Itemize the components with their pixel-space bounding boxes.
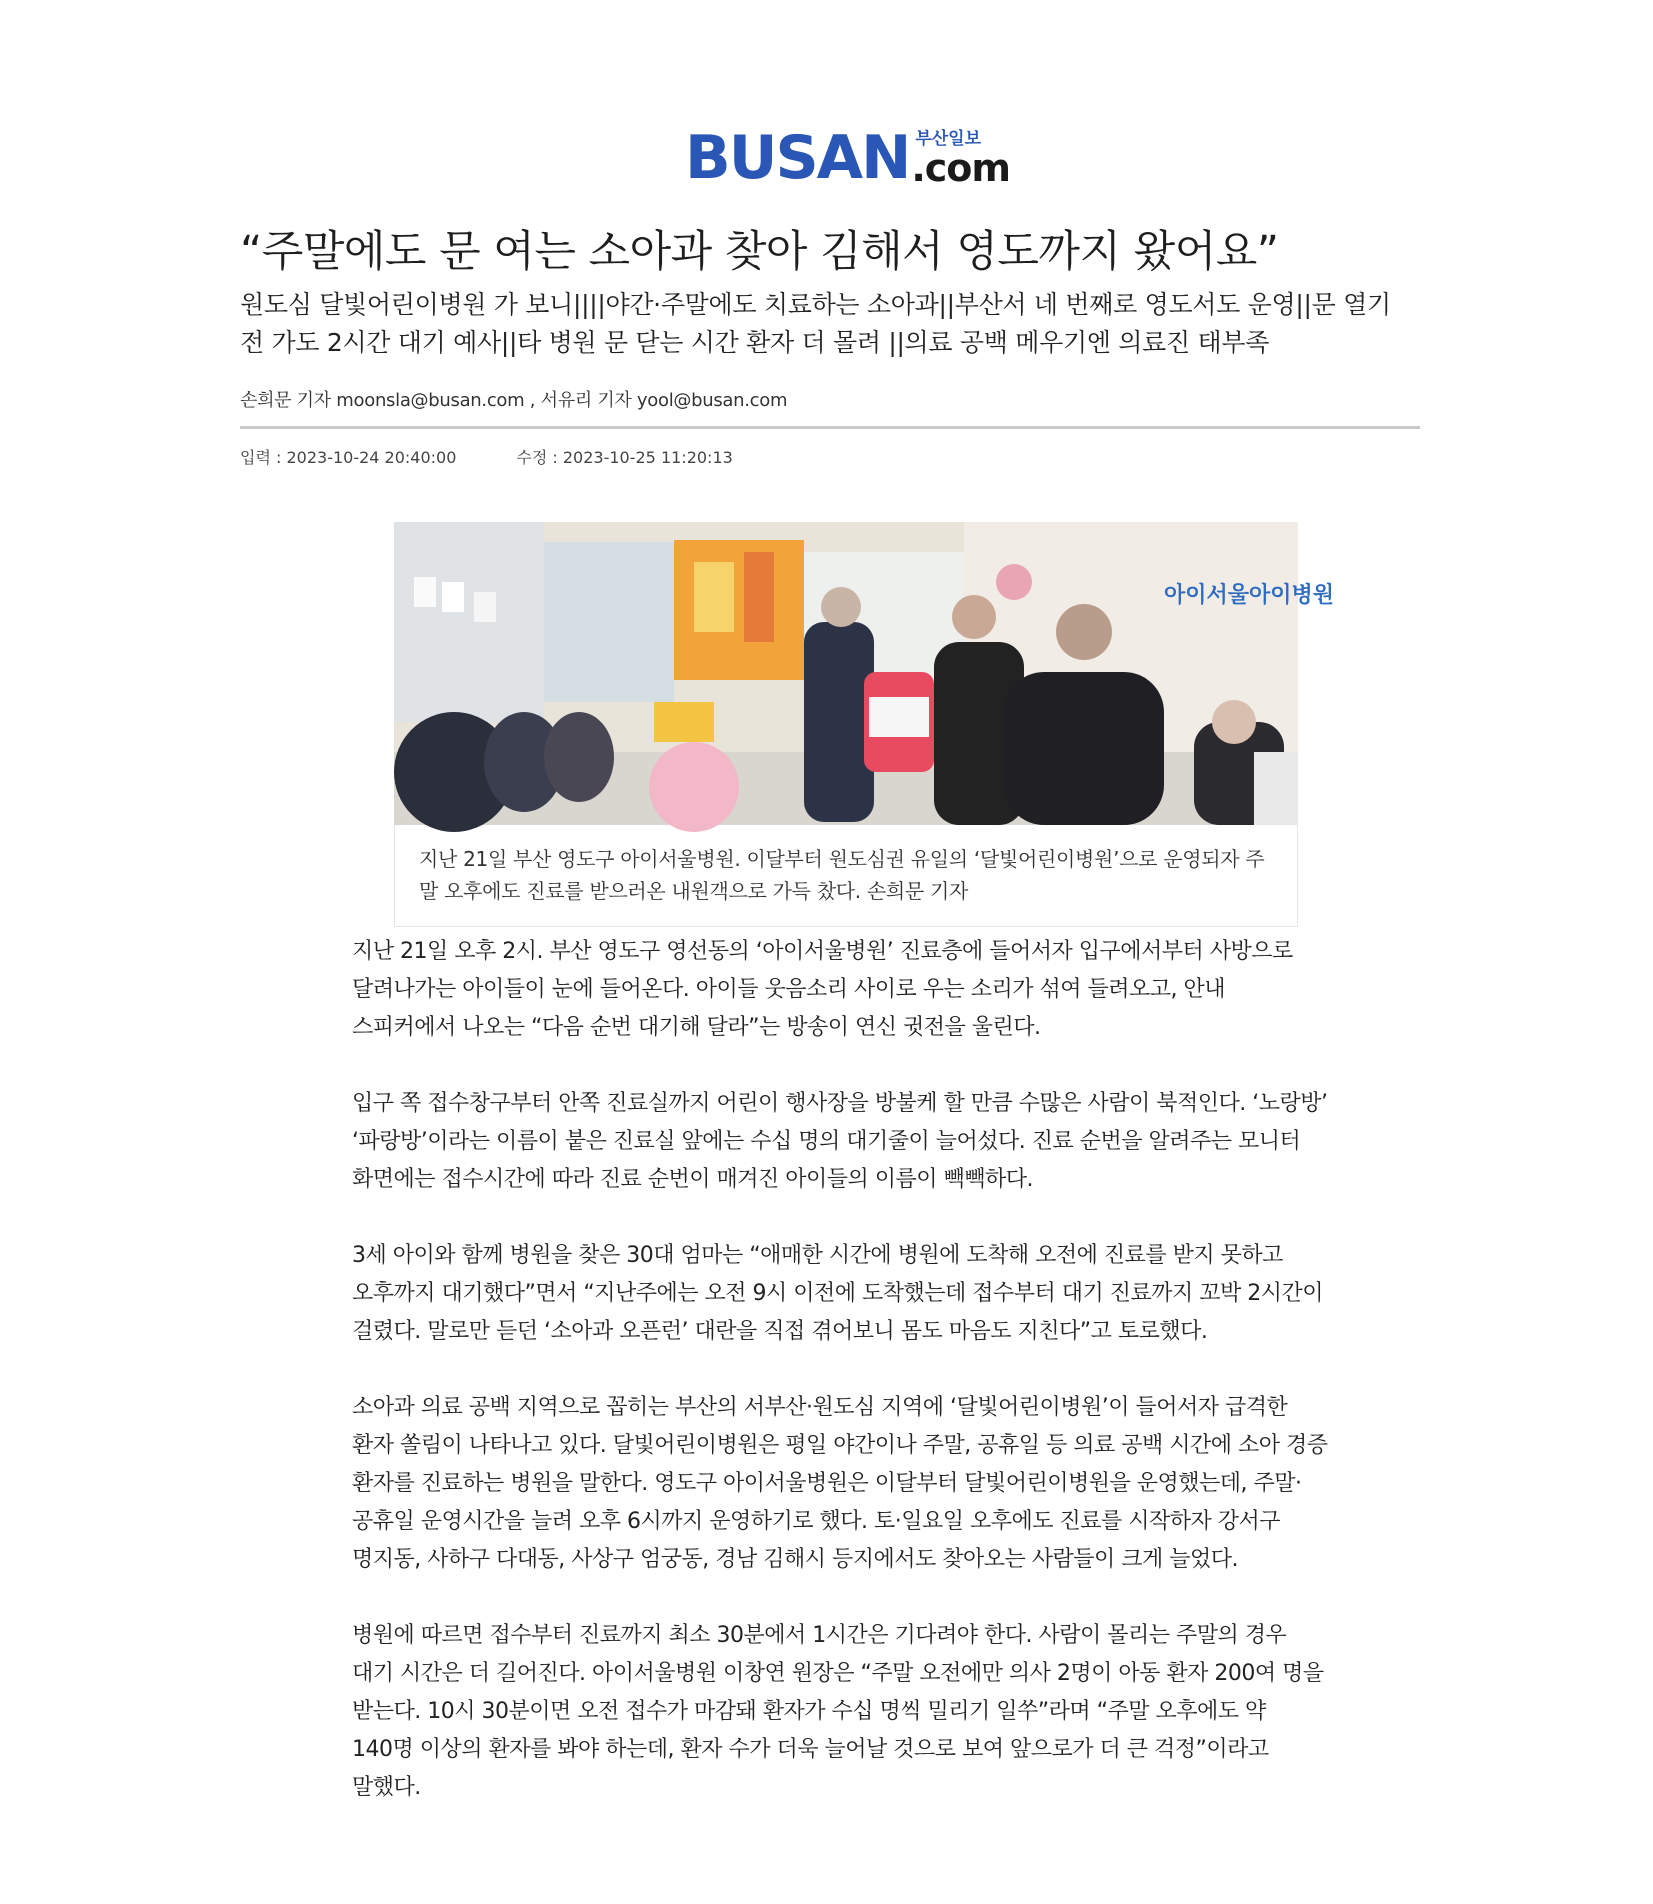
article-subheadline: 원도심 달빛어린이병원 가 보니||||야간·주말에도 치료하는 소아과||부산서 네 번째로 영도서도 운영||문 열기 전 가도 2시간 대기 예사||타 병원 문 닫는 시간 환자 더 몰려 ||의료 공백 메우기엔 의료진 태부족 [240,290,1391,357]
article-dates [240,445,733,468]
paragraph: 3세 아이와 함께 병원을 찾은 30대 엄마는 “애매한 시간에 병원에 도착해 오전에 진료를 받지 못하고 오후까지 대기했다”면서 “지난주에는 오전 9시 이전에 도착했는데 접수부터 대기 진료까지 꼬박 2시간이 걸렸다. 말로만 듣던 ‘소아과 오픈런’ 대란을 직접 겪어보니 몸도 마음도 지친다”고 토로했다. [352,1243,1324,1344]
site-logo[interactable] [685,123,1010,193]
paragraph: 입구 쪽 접수창구부터 안쪽 진료실까지 어린이 행사장을 방불케 할 만큼 수많은 사람이 북적인다. ‘노랑방’ ‘파랑방’이라는 이름이 붙은 진료실 앞에는 수십 명의 대기줄이 늘어섰다. 진료 순번을 알려주는 모니터 화면에는 접수시간에 따라 진료 순번이 매겨진 아이들의 이름이 빽빽하다. [352,1091,1328,1192]
logo-brand-main: BUSAN [685,123,910,193]
paragraph: 병원에 따르면 접수부터 진료까지 최소 30분에서 1시간은 기다려야 한다. 사람이 몰리는 주말의 경우 대기 시간은 더 길어진다. 아이서울병원 이창연 원장은 “주말 오전에만 의사 2명이 아동 환자 200여 명을 받는다. 10시 30분이면 오전 접수가 마감돼 환자가 수십 명씩 밀리기 일쑤”라며 “주말 오후에도 약 140명 이상의 환자를 봐야 하는데, 환자 수가 더욱 늘어날 것으로 보여 앞으로가 더 큰 걱정”이라고 말했다. [352,1623,1324,1800]
article-byline: 손희문 기자 moonsla@busan.com , 서유리 기자 yool@busan.com [240,390,788,411]
logo-brand-domain: .com [911,146,1010,190]
logo-side [911,130,1010,188]
paragraph: 지난 21일 오후 2시. 부산 영도구 영선동의 ‘아이서울병원’ 진료층에 들어서자 입구에서부터 사방으로 달려나가는 아이들이 눈에 들어온다. 아이들 웃음소리 사이로 우는 소리가 섞여 들려오고, 안내 스피커에서 나오는 “다음 순번 대기해 달라”는 방송이 연신 귓전을 울린다. [352,939,1293,1040]
hospital-sign: 아이서울아이병원 [1164,583,1335,608]
photo-caption: 지난 21일 부산 영도구 아이서울병원. 이달부터 원도심권 유일의 ‘달빛어린이병원’으로 운영되자 주말 오후에도 진료를 받으러온 내원객으로 가득 찼다. 손희문 기자 [419,847,1265,903]
input-date: 입력 : 2023-10-24 20:40:00 [240,448,457,467]
article-headline: “주말에도 문 여는 소아과 찾아 김해서 영도까지 왔어요” [240,227,1279,277]
article-photo [394,522,1335,825]
modified-date: 수정 : 2023-10-25 11:20:13 [516,448,733,467]
article-body [352,933,1332,1845]
photo-caption-box [394,825,1298,927]
logo-brand-kr: 부산일보 [915,129,982,149]
hospital-waiting-room-image [394,522,1335,825]
paragraph: 소아과 의료 공백 지역으로 꼽히는 부산의 서부산·원도심 지역에 ‘달빛어린이병원’이 들어서자 급격한 환자 쏠림이 나타나고 있다. 달빛어린이병원은 평일 야간이나 주말, 공휴일 등 의료 공백 시간에 소아 경증 환자를 진료하는 병원을 말한다. 영도구 아이서울병원은 이달부터 달빛어린이병원을 운영했는데, 주말·공휴일 운영시간을 늘려 오후 6시까지 운영하기로 했다. 토·일요일 오후에도 진료를 시작하자 강서구 명지동, 사하구 다대동, 사상구 엄궁동, 경남 김해시 등지에서도 찾아오는 사람들이 크게 늘었다. [352,1395,1328,1572]
header-divider [240,426,1420,429]
